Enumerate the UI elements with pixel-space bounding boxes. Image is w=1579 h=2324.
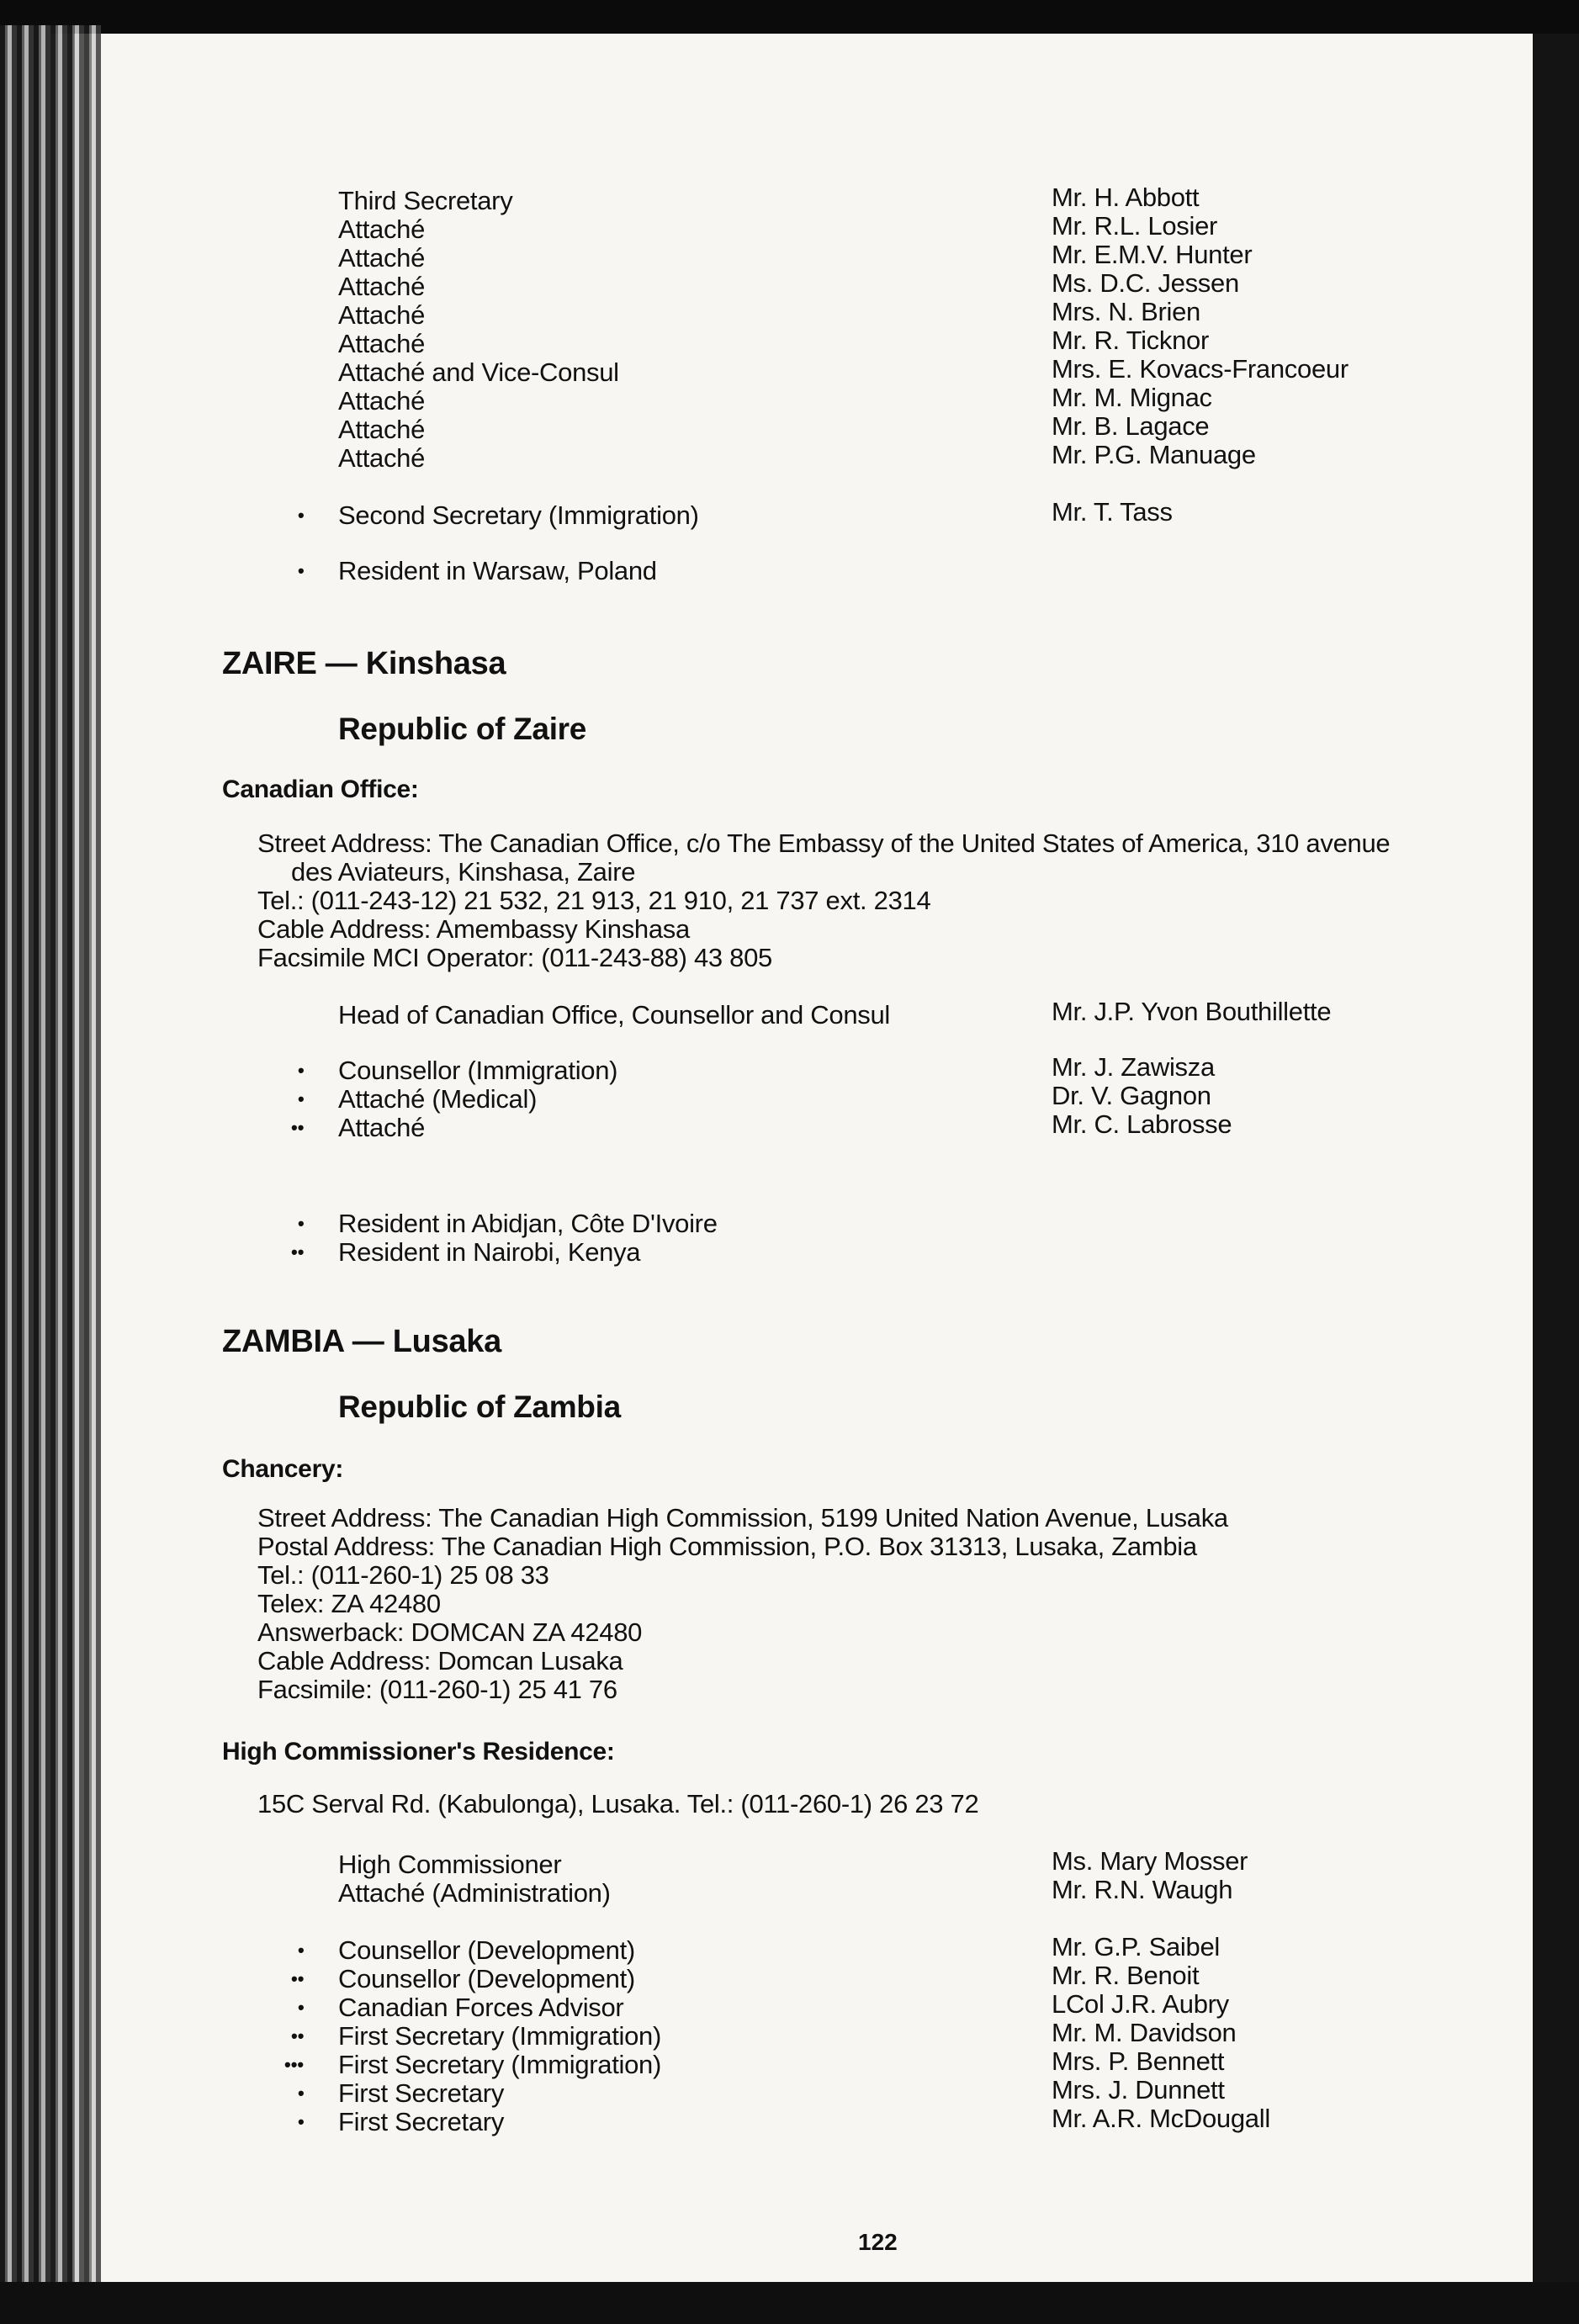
footnote-marker: •: [298, 505, 305, 526]
footnote-marker: •: [298, 2111, 305, 2132]
name-text: Mr. B. Lagace: [1052, 411, 1210, 441]
role-text: Attaché: [338, 214, 426, 244]
name-text: Mr. E.M.V. Hunter: [1052, 240, 1253, 269]
republic-heading: Republic of Zambia: [338, 1390, 621, 1424]
role-text: Attaché: [338, 243, 426, 273]
role-text: First Secretary (Immigration): [338, 2050, 662, 2079]
footnote-text: Resident in Nairobi, Kenya: [338, 1237, 641, 1267]
chancery-line: Street Address: The Canadian High Commission, 5199 United Nation Avenue, Lusaka: [257, 1503, 1228, 1533]
name-text: Dr. V. Gagnon: [1052, 1081, 1211, 1110]
address-line: des Aviateurs, Kinshasa, Zaire: [291, 857, 636, 887]
name-text: Mr. T. Tass: [1052, 497, 1173, 527]
office-heading: Canadian Office:: [222, 776, 419, 803]
name-text: Mr. M. Mignac: [1052, 383, 1212, 412]
footnote-text: Resident in Warsaw, Poland: [338, 556, 657, 585]
chancery-line: Telex: ZA 42480: [257, 1589, 441, 1618]
chancery-heading: Chancery:: [222, 1455, 344, 1483]
page-edge-right: [1533, 34, 1579, 2288]
role-text: Attaché: [338, 386, 426, 416]
footnote-marker: ••: [291, 1241, 305, 1263]
role-text: Attaché: [338, 415, 426, 444]
name-text: Mr. R. Ticknor: [1052, 326, 1209, 355]
role-text: First Secretary: [338, 2107, 505, 2136]
name-text: Ms. Mary Mosser: [1052, 1846, 1248, 1876]
name-text: Mr. R. Benoit: [1052, 1961, 1200, 1990]
name-text: Mrs. N. Brien: [1052, 297, 1200, 326]
role-text: First Secretary: [338, 2078, 505, 2108]
footnote-marker: •: [298, 560, 305, 581]
address-line: Facsimile MCI Operator: (011-243-88) 43 805: [257, 943, 772, 972]
role-text: Attaché (Medical): [338, 1084, 538, 1114]
name-text: Mr. P.G. Manuage: [1052, 440, 1256, 469]
role-text: Second Secretary (Immigration): [338, 500, 699, 530]
footnote-marker: •: [298, 1060, 305, 1081]
role-text: High Commissioner: [338, 1850, 562, 1879]
role-text: Attaché and Vice-Consul: [338, 357, 619, 387]
footnote-marker: ••: [291, 1117, 305, 1138]
footnote-text: Resident in Abidjan, Côte D'Ivoire: [338, 1209, 718, 1238]
page-content: [74, 34, 1555, 2288]
residence-heading: High Commissioner's Residence:: [222, 1738, 615, 1765]
footnote-marker: ••: [291, 2025, 305, 2046]
name-text: Mr. C. Labrosse: [1052, 1109, 1232, 1139]
role-text: Attaché (Administration): [338, 1878, 611, 1908]
role-text: Canadian Forces Advisor: [338, 1993, 624, 2022]
name-text: Ms. D.C. Jessen: [1052, 268, 1239, 298]
page-edge-bottom: [0, 2282, 1579, 2324]
name-text: Mr. R.N. Waugh: [1052, 1875, 1233, 1904]
footnote-marker: •: [298, 2083, 305, 2104]
document-page: [50, 34, 1555, 2288]
name-text: Mr. H. Abbott: [1052, 183, 1200, 212]
role-text: Counsellor (Development): [338, 1935, 635, 1965]
role-text: Counsellor (Development): [338, 1964, 635, 1993]
name-text: Mr. J.P. Yvon Bouthillette: [1052, 997, 1332, 1026]
role-text: Attaché: [338, 329, 426, 358]
footnote-marker: •: [298, 1213, 305, 1234]
address-line: Cable Address: Amembassy Kinshasa: [257, 914, 690, 944]
residence-line: 15C Serval Rd. (Kabulonga), Lusaka. Tel.: (011-260-1) 26 23 72: [257, 1789, 979, 1818]
name-text: Mr. M. Davidson: [1052, 2018, 1237, 2047]
address-line: Tel.: (011-243-12) 21 532, 21 913, 21 910, 21 737 ext. 2314: [257, 886, 931, 915]
name-text: Mr. G.P. Saibel: [1052, 1932, 1220, 1961]
page-number: 122: [858, 2229, 898, 2255]
republic-heading: Republic of Zaire: [338, 712, 587, 746]
role-text: Attaché: [338, 272, 426, 301]
name-text: Mrs. P. Bennett: [1052, 2046, 1225, 2076]
role-text: Third Secretary: [338, 186, 513, 215]
address-line: Street Address: The Canadian Office, c/o The Embassy of the United States of America, 310 avenue: [257, 828, 1391, 858]
country-heading: ZAMBIA — Lusaka: [222, 1324, 501, 1359]
footnote-marker: •: [298, 1088, 305, 1109]
footnote-marker: •••: [284, 2054, 305, 2075]
name-text: Mr. R.L. Losier: [1052, 211, 1218, 241]
role-text: Attaché: [338, 300, 426, 330]
footnote-marker: •: [298, 1940, 305, 1961]
role-text: First Secretary (Immigration): [338, 2021, 662, 2051]
role-text: Attaché: [338, 443, 426, 473]
name-text: Mrs. E. Kovacs-Francoeur: [1052, 354, 1349, 384]
footnote-marker: •: [298, 1997, 305, 2018]
role-text: Head of Canadian Office, Counsellor and Consul: [338, 1000, 890, 1030]
role-text: Counsellor (Immigration): [338, 1056, 618, 1085]
name-text: Mrs. J. Dunnett: [1052, 2075, 1225, 2104]
chancery-line: Facsimile: (011-260-1) 25 41 76: [257, 1675, 617, 1704]
role-text: Attaché: [338, 1113, 426, 1142]
chancery-line: Tel.: (011-260-1) 25 08 33: [257, 1560, 549, 1590]
footnote-marker: ••: [291, 1968, 305, 1989]
name-text: LCol J.R. Aubry: [1052, 1989, 1229, 2019]
chancery-line: Postal Address: The Canadian High Commission, P.O. Box 31313, Lusaka, Zambia: [257, 1532, 1197, 1561]
chancery-line: Answerback: DOMCAN ZA 42480: [257, 1617, 643, 1647]
chancery-line: Cable Address: Domcan Lusaka: [257, 1646, 623, 1676]
name-text: Mr. J. Zawisza: [1052, 1052, 1215, 1082]
book-spine-shadow: [0, 25, 101, 2296]
country-heading: ZAIRE — Kinshasa: [222, 646, 506, 681]
name-text: Mr. A.R. McDougall: [1052, 2104, 1270, 2133]
